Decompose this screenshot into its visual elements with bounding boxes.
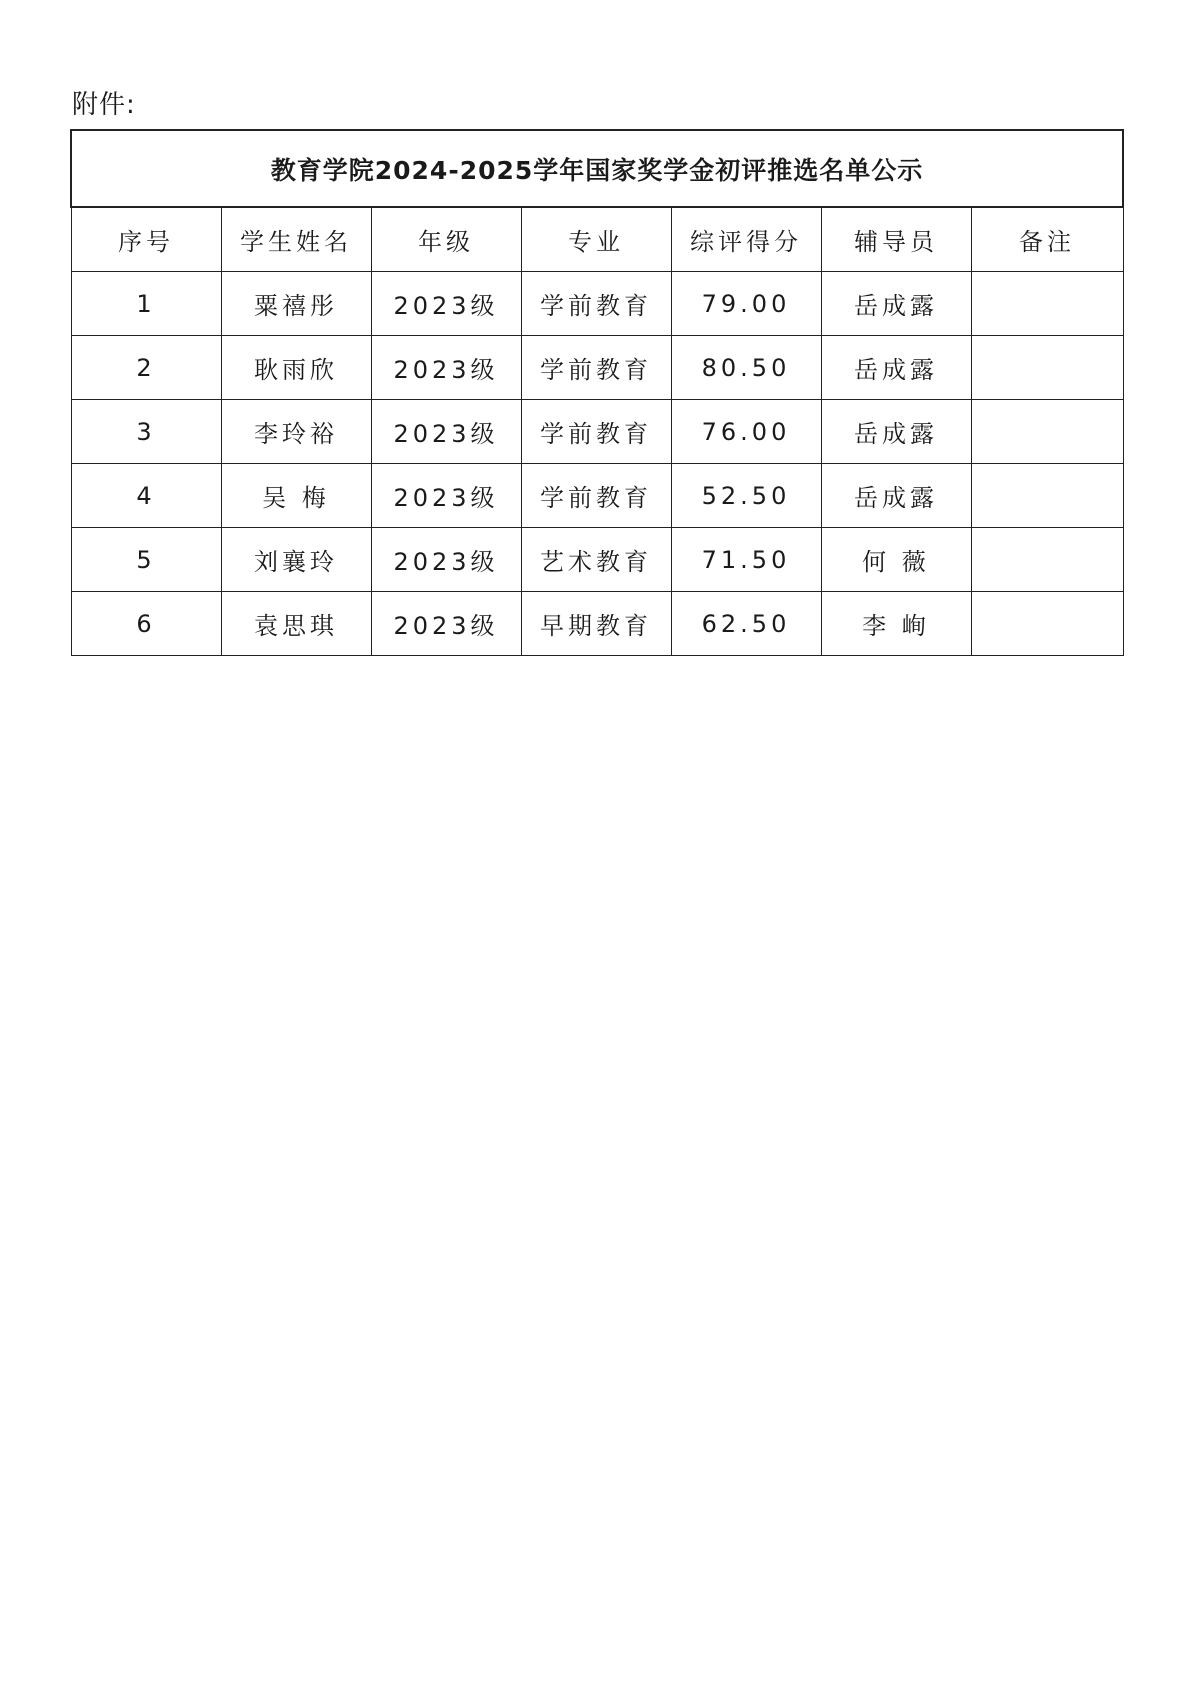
cell-note	[971, 528, 1123, 592]
cell-name: 李玲裕	[221, 400, 371, 464]
cell-score: 62.50	[671, 592, 821, 656]
cell-major: 学前教育	[521, 336, 671, 400]
table-row	[71, 592, 1123, 656]
cell-score: 71.50	[671, 528, 821, 592]
cell-note	[971, 592, 1123, 656]
cell-note	[971, 464, 1123, 528]
cell-no: 5	[71, 528, 221, 592]
cell-counselor: 何 薇	[821, 528, 971, 592]
cell-name: 刘襄玲	[221, 528, 371, 592]
cell-counselor: 岳成露	[821, 400, 971, 464]
header-note: 备注	[971, 207, 1123, 272]
cell-grade: 2023级	[371, 592, 521, 656]
table-row	[71, 272, 1123, 336]
cell-grade: 2023级	[371, 272, 521, 336]
cell-major: 早期教育	[521, 592, 671, 656]
header-major: 专业	[521, 207, 671, 272]
cell-major: 学前教育	[521, 272, 671, 336]
header-no: 序号	[71, 207, 221, 272]
table-row	[71, 336, 1123, 400]
table-header-row	[71, 207, 1123, 272]
cell-note	[971, 272, 1123, 336]
cell-name: 耿雨欣	[221, 336, 371, 400]
cell-major: 学前教育	[521, 464, 671, 528]
header-counselor: 辅导员	[821, 207, 971, 272]
table-row	[71, 400, 1123, 464]
cell-no: 2	[71, 336, 221, 400]
cell-note	[971, 400, 1123, 464]
cell-note	[971, 336, 1123, 400]
cell-counselor: 岳成露	[821, 336, 971, 400]
cell-no: 1	[71, 272, 221, 336]
cell-grade: 2023级	[371, 400, 521, 464]
cell-name: 袁思琪	[221, 592, 371, 656]
cell-score: 80.50	[671, 336, 821, 400]
attachment-label: 附件:	[72, 90, 136, 120]
cell-name: 吴 梅	[221, 464, 371, 528]
header-name: 学生姓名	[221, 207, 371, 272]
cell-no: 4	[71, 464, 221, 528]
cell-grade: 2023级	[371, 336, 521, 400]
table-title: 教育学院2024-2025学年国家奖学金初评推选名单公示	[71, 130, 1123, 207]
cell-major: 艺术教育	[521, 528, 671, 592]
table-row	[71, 528, 1123, 592]
cell-no: 6	[71, 592, 221, 656]
table-row	[71, 464, 1123, 528]
scholarship-table	[70, 129, 1124, 656]
cell-counselor: 岳成露	[821, 272, 971, 336]
cell-no: 3	[71, 400, 221, 464]
cell-score: 79.00	[671, 272, 821, 336]
header-grade: 年级	[371, 207, 521, 272]
cell-grade: 2023级	[371, 464, 521, 528]
cell-score: 76.00	[671, 400, 821, 464]
cell-major: 学前教育	[521, 400, 671, 464]
cell-score: 52.50	[671, 464, 821, 528]
header-score: 综评得分	[671, 207, 821, 272]
cell-name: 粟禧彤	[221, 272, 371, 336]
cell-counselor: 李 峋	[821, 592, 971, 656]
cell-grade: 2023级	[371, 528, 521, 592]
cell-counselor: 岳成露	[821, 464, 971, 528]
